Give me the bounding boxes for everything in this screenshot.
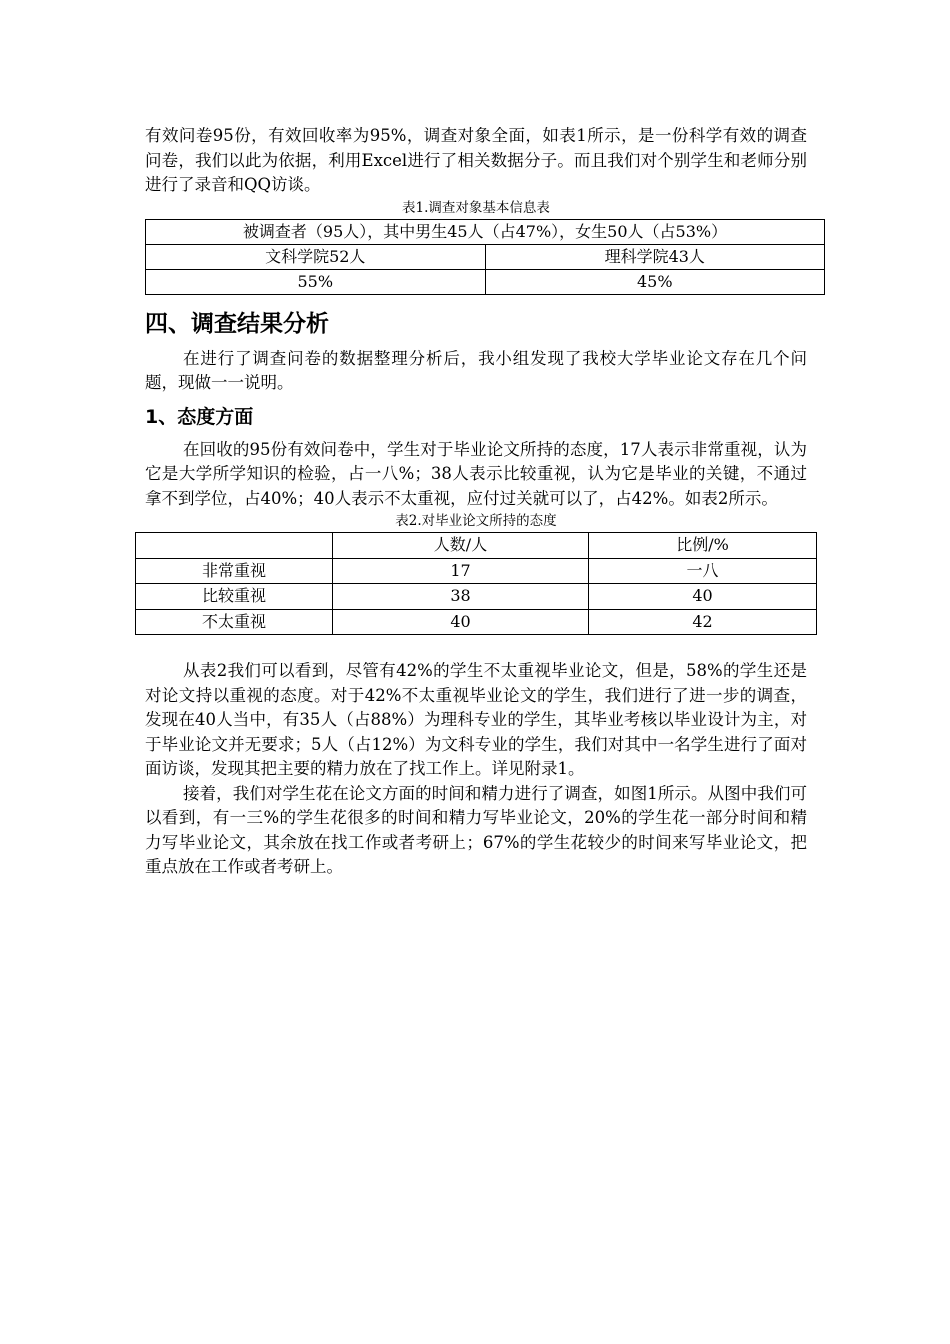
table1 [145,219,825,295]
table-cell: 40 [333,609,589,635]
table-cell: 45% [485,269,825,294]
table-cell: 文科学院52人 [146,244,486,269]
table-cell: 55% [146,269,486,294]
document-page [145,124,807,880]
table-cell: 17 [333,558,589,584]
table1-header-cell: 被调查者（95人），其中男生45人（占47%），女生50人（占53%） [146,219,825,244]
table-row [136,609,817,635]
analysis-paragraph: 从表2我们可以看到，尽管有42%的学生不太重视毕业论文，但是，58%的学生还是对论文持以重视的态度。对于42%不太重视毕业论文的学生，我们进行了进一步的调查，发现在40人当中，有35人（占88%）为理科专业的学生，其毕业考核以毕业设计为主，对于毕业论文并无要求；5人（占12%）为文科专业的学生，我们对其中一名学生进行了面对面访谈，发现其把主要的精力放在了找工作上。详见附录1。 [145,661,807,778]
subsection-heading: 1、态度方面 [145,405,254,428]
section-heading: 四、调查结果分析 [145,310,329,337]
table-cell: 非常重视 [136,558,333,584]
table-row [136,558,817,584]
table-row [146,244,825,269]
table-cell: 42 [589,609,817,635]
table-header-cell [136,533,333,559]
table-cell: 不太重视 [136,609,333,635]
attitude-paragraph: 在回收的95份有效问卷中，学生对于毕业论文所持的态度，17人表示非常重视，认为它是大学所学知识的检验，占一八%；38人表示比较重视，认为它是毕业的关键，不通过拿不到学位，占40%；40人表示不太重视，应付过关就可以了，占42%。如表2所示。 [145,439,807,508]
table-header-row [136,533,817,559]
table-row [146,219,825,244]
table-row [136,584,817,610]
table2-caption: 表2.对毕业论文所持的态度 [395,513,557,529]
section-paragraph: 在进行了调查问卷的数据整理分析后，我小组发现了我校大学毕业论文存在几个问题，现做一一说明。 [145,348,807,392]
table2 [135,532,817,635]
table-header-cell: 比例/% [589,533,817,559]
table-cell: 比较重视 [136,584,333,610]
table-cell: 40 [589,584,817,610]
table-row [146,269,825,294]
table-cell: 一八 [589,558,817,584]
table-cell: 38 [333,584,589,610]
time-paragraph: 接着，我们对学生花在论文方面的时间和精力进行了调查，如图1所示。从图中我们可以看到，有一三%的学生花很多的时间和精力写毕业论文，20%的学生花一部分时间和精力写毕业论文，其余放在找工作或者考研上；67%的学生花较少的时间来写毕业论文，把重点放在工作或者考研上。 [145,783,807,876]
table-header-cell: 人数/人 [333,533,589,559]
table-cell: 理科学院43人 [485,244,825,269]
intro-paragraph: 有效问卷95份，有效回收率为95%，调查对象全面，如表1所示，是一份科学有效的调查问卷，我们以此为依据，利用Excel进行了相关数据分子。而且我们对个别学生和老师分别进行了录音和QQ访谈。 [145,126,807,194]
table1-caption: 表1.调查对象基本信息表 [402,199,550,216]
